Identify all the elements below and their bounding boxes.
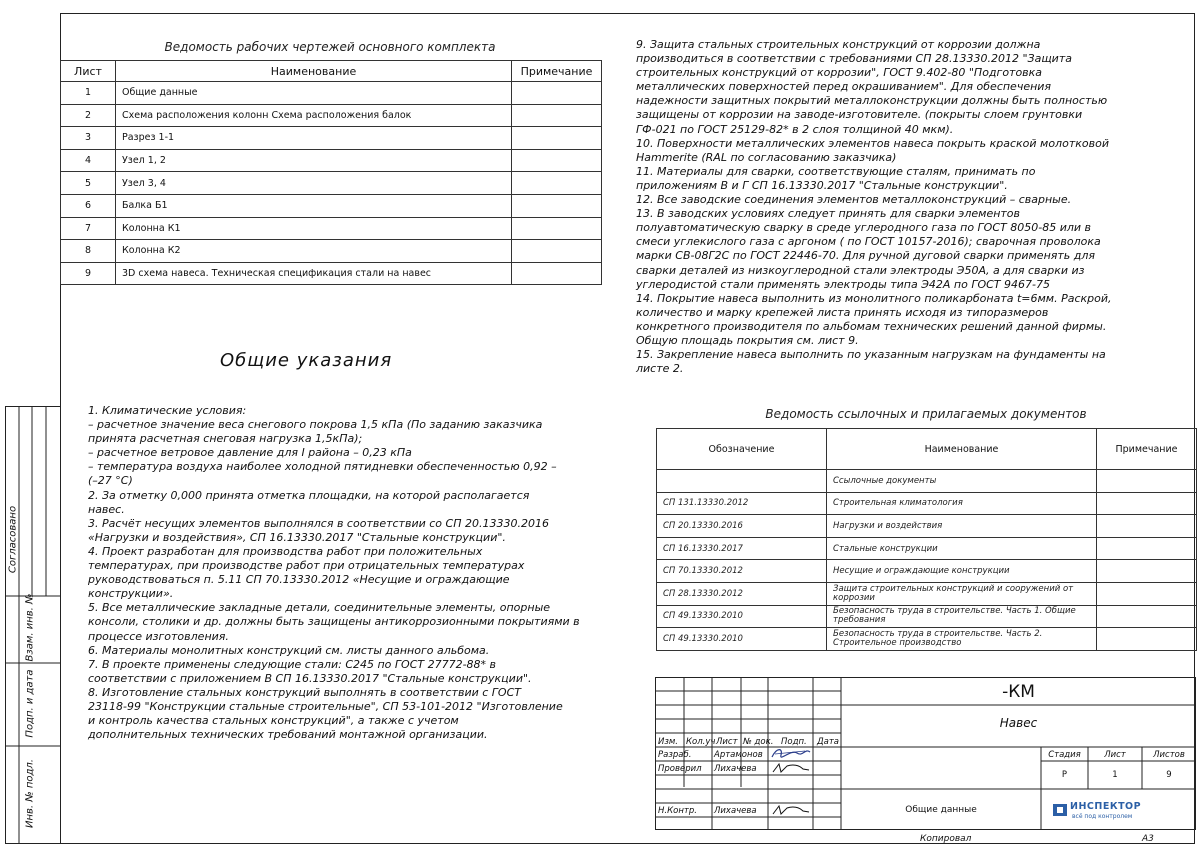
- note-line: 1. Климатические условия:: [88, 404, 247, 417]
- company-slogan: всё под контролем: [1072, 813, 1133, 820]
- refs-title: Ведомость ссылочных и прилагаемых документов: [765, 407, 1087, 421]
- note-line: листе 2.: [636, 362, 684, 376]
- company-logo: [1053, 801, 1183, 823]
- note-line: руководствоваться п. 5.11 СП 70.13330.2012 «Несущие и ограждающие: [88, 573, 510, 587]
- note-line: 6. Материалы монолитных конструкций см. листы данного альбома.: [88, 643, 490, 657]
- ref-note: [1097, 628, 1197, 651]
- tb-role-developer: Разраб.: [658, 750, 692, 760]
- note-line: соответствии с приложением В СП 16.13330.2017 "Стальные конструкции".: [88, 671, 532, 685]
- tb-sheets-label: Листов: [1153, 750, 1185, 760]
- tb-stage-label: Стадия: [1048, 750, 1081, 760]
- sheets-table: [60, 60, 602, 285]
- ref-name: Ссылочные документы: [827, 470, 1097, 493]
- sheet-note: [512, 82, 602, 105]
- refs-table: [656, 428, 1197, 651]
- ref-row: [657, 492, 1197, 515]
- note-line: Общую площадь покрытия см. лист 9.: [636, 333, 859, 347]
- ref-code: СП 28.13330.2012: [657, 582, 827, 605]
- ref-name: Безопасность труда в строительстве. Часть 1. Общие требования: [827, 605, 1097, 628]
- note-line: сварки деталей из низкоуглеродной стали электроды Э50А, а для сварки из: [636, 263, 1085, 277]
- sheet-name: Колонна К1: [116, 217, 512, 240]
- ref-row: [657, 515, 1197, 538]
- note-line: защищены от коррозии на заводе-изготовителе. (покрыты слоем грунтовки: [636, 108, 1083, 122]
- tb-name-checker: Лихачева: [714, 764, 757, 774]
- signature-nkontr: [769, 803, 813, 817]
- note-line: 12. Все заводские соединения элементов металлоконструкций – сварные.: [636, 193, 1072, 207]
- company-name: ИНСПЕКТОР: [1070, 801, 1142, 812]
- note-line: смеси углекислого газа с аргоном ( по ГОСТ 10157-2016); сварочная проволока: [636, 235, 1101, 249]
- sheet-name: 3D схема навеса. Техническая спецификация стали на навес: [116, 262, 512, 285]
- sheet-row: [61, 172, 602, 195]
- note-line: консоли, столики и др. должны быть защищены антикоррозионными покрытиями в: [88, 615, 580, 629]
- note-line: 14. Покрытие навеса выполнить из монолитного поликарбоната t=6мм. Раскрой,: [636, 291, 1112, 305]
- refs-header-name: Наименование: [827, 429, 1097, 470]
- note-line: 2. За отметку 0,000 принята отметка площадки, на которой располагается: [88, 488, 530, 502]
- note-line: конструкции».: [88, 587, 174, 601]
- sheet-note: [512, 217, 602, 240]
- sheet-note: [512, 104, 602, 127]
- ref-name: Безопасность труда в строительстве. Часть 2. Строительное производство: [827, 628, 1097, 651]
- side-label-agreed: Согласовано: [7, 505, 19, 574]
- ref-note: [1097, 605, 1197, 628]
- sheet-num: 7: [61, 217, 116, 240]
- note-line: 3. Расчёт несущих элементов выполнялся в соответствии со СП 20.13330.2016: [88, 516, 549, 530]
- note-line: 4. Проект разработан для производства работ при положительных: [88, 544, 483, 558]
- side-label-replace-inv: Взам. инв. №: [24, 593, 36, 662]
- ref-code: СП 49.13330.2010: [657, 605, 827, 628]
- ref-row: [657, 537, 1197, 560]
- sheets-header-name: Наименование: [116, 61, 512, 82]
- sheet-row: [61, 240, 602, 263]
- ref-name: Защита строительных конструкций и сооружений от коррозии: [827, 582, 1097, 605]
- side-label-sign-date: Подп. и дата: [24, 669, 36, 738]
- ref-note: [1097, 492, 1197, 515]
- note-line: металлических поверхностей перед окрашиванием". Для обеспечения: [636, 80, 1052, 94]
- ref-note: [1097, 560, 1197, 583]
- sheet-num: 9: [61, 262, 116, 285]
- tb-header-date: Дата: [817, 737, 840, 747]
- note-line: приложениям В и Г СП 16.13330.2017 "Стальные конструкции".: [636, 178, 1008, 192]
- tb-name-developer: Артамонов: [714, 750, 763, 760]
- tb-sheet-value: 1: [1112, 770, 1118, 780]
- note-line: температурах, при производстве работ при отрицательных температурах: [88, 559, 525, 573]
- sheet-row: [61, 194, 602, 217]
- ref-note: [1097, 515, 1197, 538]
- sheet-name: Колонна К2: [116, 240, 512, 263]
- sheet-name: Общие данные: [116, 82, 512, 105]
- sheet-name: Узел 1, 2: [116, 149, 512, 172]
- note-line: принята расчетная снеговая нагрузка 1,5кПа);: [88, 432, 363, 446]
- sheet-note: [512, 172, 602, 195]
- tb-name-nkontr: Лихачева: [714, 806, 757, 816]
- tb-header-sheet: Лист: [716, 737, 738, 747]
- note-line: дополнительных технических требований монтажной организации.: [88, 728, 488, 742]
- sheet-name: Балка Б1: [116, 194, 512, 217]
- ref-code: СП 49.13330.2010: [657, 628, 827, 651]
- note-line: количество и марку крепежей листа принять исходя из типоразмеров: [636, 305, 1049, 319]
- sheet-note: [512, 149, 602, 172]
- sheet-row: [61, 82, 602, 105]
- sheets-body: [61, 82, 602, 285]
- sheet-note: [512, 127, 602, 150]
- note-line: марки СВ-08Г2С по ГОСТ 22446-70. Для ручной дуговой сварки применять для: [636, 249, 1096, 263]
- ref-code: СП 20.13330.2016: [657, 515, 827, 538]
- tb-sheet-label: Лист: [1104, 750, 1126, 760]
- sheet-num: 5: [61, 172, 116, 195]
- sheet-row: [61, 262, 602, 285]
- refs-body: [657, 470, 1197, 651]
- note-line: углеродистой стали применять электроды типа Э42А по ГОСТ 9467-75: [636, 277, 1050, 291]
- note-line: производиться в соответствии с требованиями СП 28.13330.2012 "Защита: [636, 52, 1072, 66]
- ref-row: [657, 628, 1197, 651]
- ref-name: Стальные конструкции: [827, 537, 1097, 560]
- side-label-inv-orig: Инв. № подл.: [24, 759, 36, 828]
- note-line: 10. Поверхности металлических элементов навеса покрыть краской молотковой: [636, 136, 1109, 150]
- tb-header-change: Изм.: [658, 737, 678, 747]
- tb-role-nkontr: Н.Контр.: [658, 806, 697, 816]
- sheet-num: 2: [61, 104, 116, 127]
- note-line: 9. Защита стальных строительных конструкций от коррозии должна: [636, 38, 1041, 51]
- sheet-num: 6: [61, 194, 116, 217]
- note-line: процессе изготовления.: [88, 629, 229, 643]
- tb-object: Навес: [999, 716, 1038, 730]
- note-line: (–27 °С): [88, 474, 133, 488]
- sheet-num: 3: [61, 127, 116, 150]
- tb-header-doc: № док.: [743, 737, 774, 747]
- title-block: [655, 677, 1196, 830]
- sheet-name: Схема расположения колонн Схема расположения балок: [116, 104, 512, 127]
- note-line: 8. Изготовление стальных конструкций выполнять в соответствии с ГОСТ: [88, 685, 521, 699]
- ref-name: Строительная климатология: [827, 492, 1097, 515]
- format-label: А3: [1142, 834, 1154, 844]
- logo-icon: [1053, 804, 1067, 816]
- sheet-row: [61, 149, 602, 172]
- note-line: «Нагрузки и воздействия», СП 16.13330.2017 "Стальные конструкции".: [88, 530, 506, 544]
- note-line: надежности защитных покрытий металлоконструкции должны быть полностью: [636, 94, 1108, 108]
- note-line: – расчетное ветровое давление для I района – 0,23 кПа: [88, 446, 412, 460]
- note-line: 13. В заводских условиях следует принять для сварки элементов: [636, 207, 1021, 221]
- refs-header-code: Обозначение: [657, 429, 827, 470]
- sheet-name: Узел 3, 4: [116, 172, 512, 195]
- sheet-note: [512, 194, 602, 217]
- note-line: 15. Закрепление навеса выполнить по указанным нагрузкам на фундаменты на: [636, 348, 1106, 362]
- tb-stage-value: Р: [1061, 770, 1068, 780]
- signature-checker: [769, 761, 813, 775]
- note-line: – температура воздуха наиболее холодной пятидневки обеспеченностью 0,92 –: [88, 460, 557, 474]
- tb-role-checker: Проверил: [658, 764, 702, 774]
- note-line: – расчетное значение веса снегового покрова 1,5 кПа (По заданию заказчика: [88, 418, 543, 432]
- sheet-num: 8: [61, 240, 116, 263]
- note-line: ГФ-021 по ГОСТ 25129-82* в 2 слоя толщиной 40 мкм).: [636, 122, 954, 136]
- general-title: Общие указания: [220, 350, 393, 371]
- sheet-row: [61, 217, 602, 240]
- sheet-row: [61, 127, 602, 150]
- sheets-header-note: Примечание: [512, 61, 602, 82]
- ref-row: [657, 605, 1197, 628]
- refs-header-note: Примечание: [1097, 429, 1197, 470]
- ref-code: СП 131.13330.2012: [657, 492, 827, 515]
- tb-header-count: Кол.уч: [686, 737, 716, 747]
- sheet-row: [61, 104, 602, 127]
- note-line: 7. В проекте применены следующие стали: С245 по ГОСТ 27772-88* в: [88, 657, 497, 671]
- copied-label: Копировал: [920, 834, 972, 844]
- ref-code: СП 16.13330.2017: [657, 537, 827, 560]
- note-line: строительных конструкций от коррозии", ГОСТ 9.402-80 "Подготовка: [636, 66, 1043, 80]
- note-line: 5. Все металлические закладные детали, соединительные элементы, опорные: [88, 601, 551, 615]
- note-line: 23118-99 "Конструкции стальные строительные", СП 53-101-2012 "Изготовление: [88, 699, 563, 713]
- ref-row: [657, 470, 1197, 493]
- ref-name: Нагрузки и воздействия: [827, 515, 1097, 538]
- ref-code: СП 70.13330.2012: [657, 560, 827, 583]
- note-line: навес.: [88, 502, 125, 516]
- tb-header-signature: Подп.: [781, 737, 807, 747]
- general-notes-right: [636, 38, 1186, 376]
- note-line: и контроль качества стальных конструкций", а также с учетом: [88, 714, 459, 728]
- tb-sheet-title: Общие данные: [905, 805, 977, 815]
- note-line: конкретного производителя по альбомам технических решений данной фирмы.: [636, 319, 1107, 333]
- ref-code: [657, 470, 827, 493]
- ref-row: [657, 560, 1197, 583]
- general-notes-left: [88, 404, 628, 742]
- sheets-title: Ведомость рабочих чертежей основного комплекта: [164, 40, 496, 54]
- sheet-note: [512, 240, 602, 263]
- tb-sheets-value: 9: [1166, 770, 1172, 780]
- ref-row: [657, 582, 1197, 605]
- ref-note: [1097, 582, 1197, 605]
- ref-name: Несущие и ограждающие конструкции: [827, 560, 1097, 583]
- sheet-num: 1: [61, 82, 116, 105]
- side-stamp: [5, 406, 61, 844]
- ref-note: [1097, 537, 1197, 560]
- sheet-num: 4: [61, 149, 116, 172]
- sheet-note: [512, 262, 602, 285]
- signature-developer: [769, 745, 813, 761]
- note-line: 11. Материалы для сварки, соответствующие сталям, принимать по: [636, 164, 1036, 178]
- ref-note: [1097, 470, 1197, 493]
- sheet-name: Разрез 1-1: [116, 127, 512, 150]
- tb-code: -КМ: [1002, 682, 1035, 702]
- note-line: полуавтоматическую сварку в среде углеродного газа по ГОСТ 8050-85 или в: [636, 221, 1092, 235]
- note-line: Hammerite (RAL по согласованию заказчика): [636, 150, 897, 164]
- sheets-header-num: Лист: [61, 61, 116, 82]
